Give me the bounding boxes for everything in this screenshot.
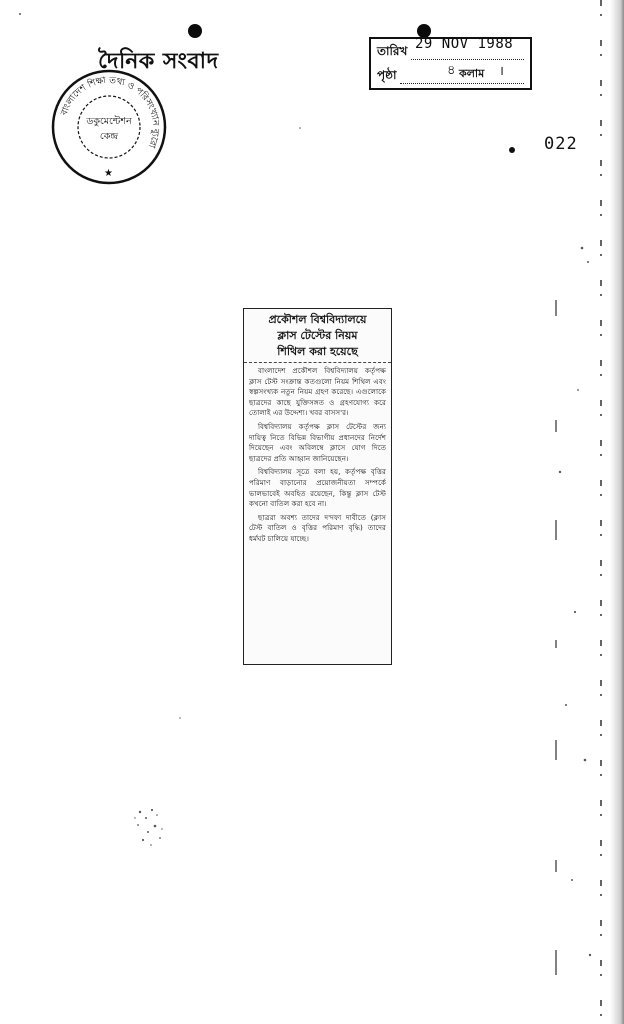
catalog-number: 022 <box>544 134 578 154</box>
newspaper-clipping <box>243 308 392 665</box>
clipping-headline <box>244 309 391 363</box>
documentation-seal-stamp <box>50 68 168 186</box>
headline-line: প্রকৌশল বিশ্ববিদ্যালয়ে <box>268 313 367 326</box>
seal-inner-line2: কেন্দ্র <box>99 131 119 142</box>
page-edge-shadow <box>610 0 624 1024</box>
clipping-paragraph: বাংলাদেশ প্রকৌশল বিশ্ববিদ্যালয় কর্তৃপক্ষ ক্লাস টেস্ট সংক্রান্ত কতগুলো নিয়ম শিথিল এবং স্বল্পসংখ্যক নতুন নিয়ম গ্রহণ করেছে। এগুলোকে ছাত্রদের কাছে যুক্তিসঙ্গত ও গ্রহণযোগ্য করে তোলাই এর উদ্দেশ্য। খবর বাসস'র। <box>249 366 386 418</box>
date-page-stamp <box>369 37 532 90</box>
page-value: ৪ <box>447 63 456 78</box>
punch-hole-left <box>188 24 202 38</box>
seal-star-icon: ★ <box>104 168 113 179</box>
date-dotted-line <box>411 58 524 60</box>
headline-line: শিথিল করা হয়েছে <box>277 345 358 358</box>
page-label: পৃষ্ঠা <box>377 68 397 82</box>
seal-inner-line1: ডকুমেন্টেশন <box>86 116 132 127</box>
clipping-body <box>244 363 391 550</box>
clipping-paragraph: বিশ্ববিদ্যালয় সূত্রে বলা হয়, কর্তৃপক্ষ বৃত্তির পরিমাণ বাড়ানোর প্রয়োজনীয়তা সম্পর্কে ভালভাবেই অবহিত রয়েছেন, কিন্তু ক্লাস টেস্ট কখনো বাতিল করা হবে না। <box>249 467 386 509</box>
clipping-paragraph: ছাত্ররা অবশ্য তাদের দ'দফা দাবীতে (ক্লাস টেস্ট বাতিল ও বৃত্তির পরিমাণ বৃদ্ধি) তাদের ধর্মঘট চালিয়ে যাচ্ছে। <box>249 512 386 543</box>
ink-dot <box>509 147 515 153</box>
column-value: । <box>499 64 504 79</box>
page-edge-line <box>600 0 602 1024</box>
seal-outer-text: বাংলাদেশ শিক্ষা তথ্য ও পরিসংখ্যান ব্যুরো <box>59 75 161 150</box>
newspaper-name: দৈনিক সংবাদ <box>98 48 219 74</box>
date-label: তারিখ <box>377 44 408 58</box>
column-label: কলাম <box>459 67 485 80</box>
clipping-paragraph: বিশ্ববিদ্যালয় কর্তৃপক্ষ ক্লাস টেস্টের জন্য দায়িত্ব নিতে বিভিন্ন বিভাগীয় প্রধানদের নির্দেশ দিয়েছেন এবং অবিলম্বে ক্লাসে যোগ দিতে ছাত্রদের প্রতি আহ্বান জানিয়েছেন। <box>249 421 386 463</box>
date-value: 29 NOV 1988 <box>415 36 514 52</box>
headline-line: ক্লাস টেস্টের নিয়ম <box>277 329 358 342</box>
